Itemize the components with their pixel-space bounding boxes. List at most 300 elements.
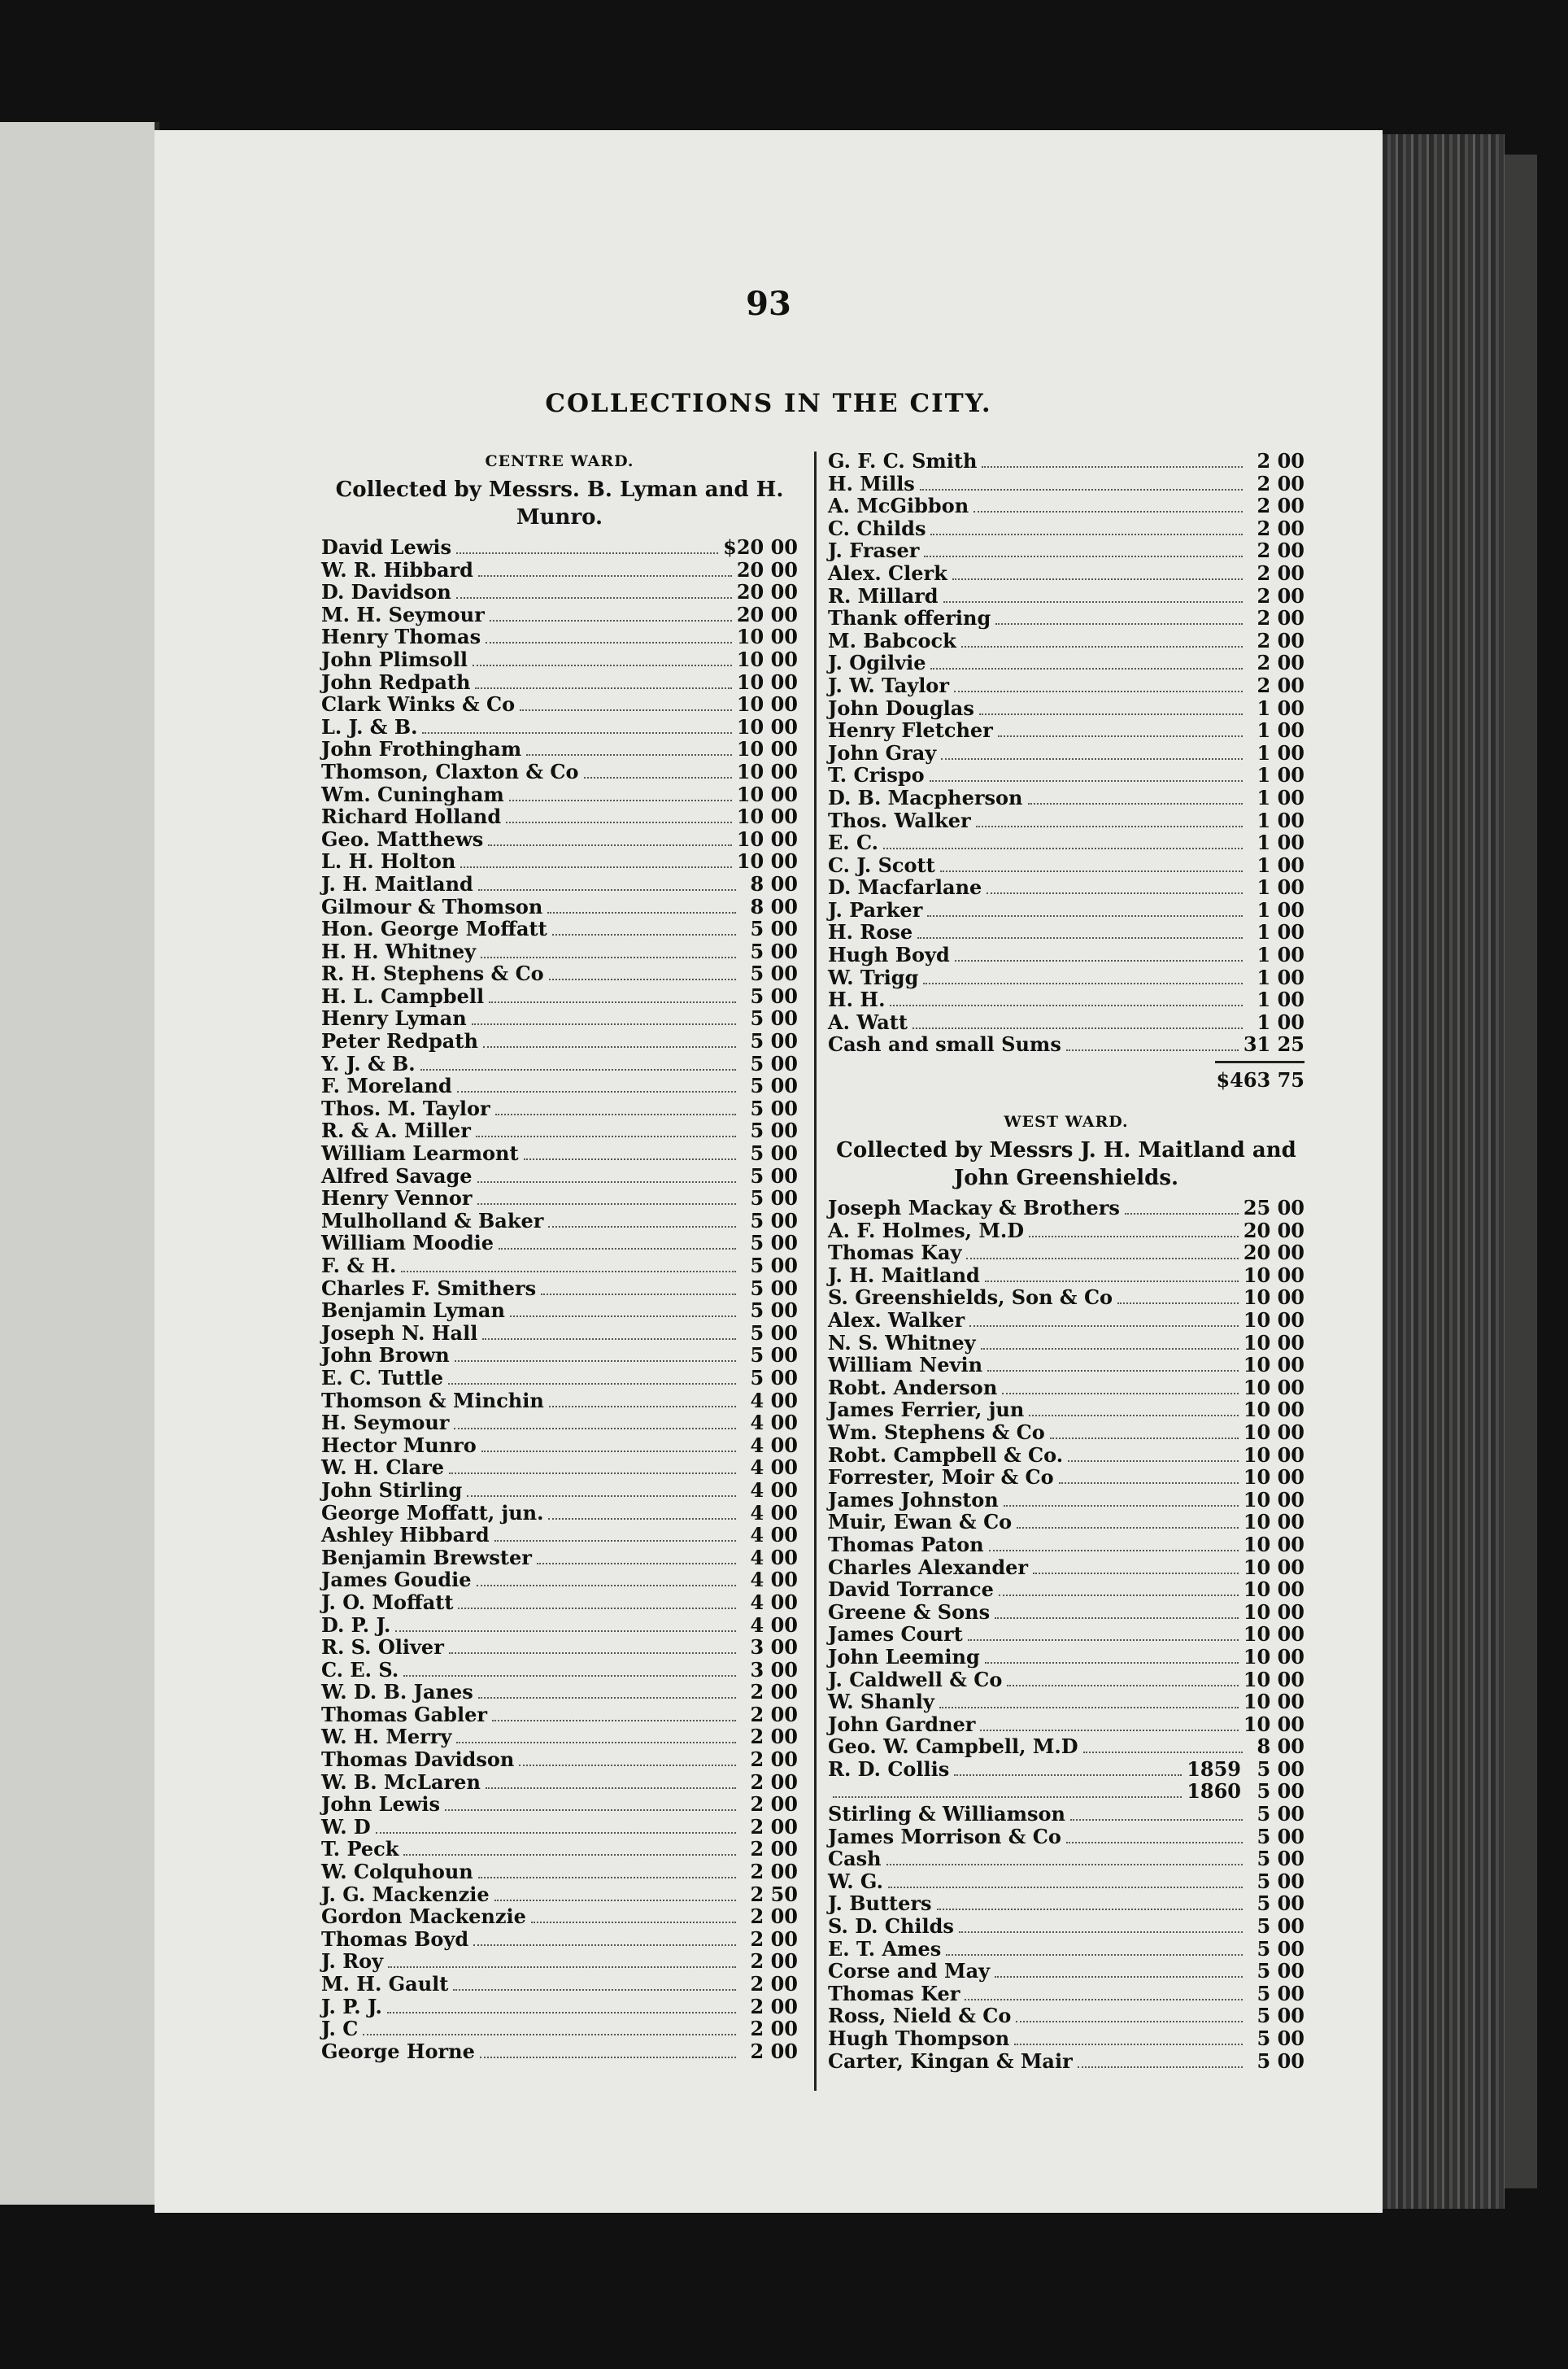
dot-leader	[454, 1428, 736, 1429]
dot-leader	[982, 466, 1243, 468]
contributor-name: Ashley Hibbard	[321, 1523, 490, 1547]
centre-ward-row	[321, 1411, 798, 1434]
contribution-amount: 1 00	[1257, 875, 1304, 900]
contribution-amount: 5 00	[750, 1051, 798, 1075]
dot-leader	[477, 1181, 736, 1183]
centre-ward-row	[321, 1748, 798, 1771]
dot-leader	[445, 1809, 736, 1811]
contributor-name: J. H. Maitland	[828, 1263, 980, 1287]
dot-leader	[387, 2012, 736, 2013]
dot-leader	[456, 597, 732, 599]
dot-leader	[941, 758, 1243, 760]
west-ward-row	[828, 2005, 1304, 2027]
contributor-name: William Learmont	[321, 1141, 519, 1166]
contributor-name: R. & A. Miller	[321, 1119, 471, 1143]
west-ward-row	[828, 2027, 1304, 2050]
dot-leader	[453, 1989, 736, 1991]
centre-ward-row	[321, 1659, 798, 1682]
dot-leader	[486, 1787, 736, 1789]
centre-ward-heading: CENTRE WARD.	[485, 452, 634, 470]
dot-leader	[472, 1023, 736, 1025]
contributor-name: D. Davidson	[321, 580, 451, 604]
contributor-name: Thank offering	[828, 606, 991, 630]
contributor-name: J. H. Maitland	[321, 871, 473, 896]
contribution-amount: 4 00	[750, 1612, 798, 1637]
centre-ward-row	[828, 630, 1304, 652]
contributor-name: Hector Munro	[321, 1433, 477, 1457]
contributor-name: Thomas Paton	[828, 1532, 984, 1556]
west-ward-row	[828, 1556, 1304, 1579]
centre-ward-row	[828, 876, 1304, 899]
contributor-name: John Plimsoll	[321, 647, 468, 671]
contribution-amount: 5 00	[750, 1119, 798, 1143]
contribution-amount: 10 00	[1243, 1690, 1304, 1714]
contribution-amount: 5 00	[750, 1276, 798, 1300]
contributor-name: Carter, Kingan & Mair	[828, 2048, 1073, 2073]
centre-ward-row	[321, 1119, 798, 1142]
dot-leader	[473, 1944, 736, 1946]
centre-ward-row	[828, 539, 1304, 562]
centre-ward-row	[321, 1254, 798, 1277]
contribution-amount: 5 00	[750, 939, 798, 963]
contributor-name: Hon. George Moffatt	[321, 917, 547, 941]
centre-ward-row	[321, 1771, 798, 1794]
contributor-name: James Morrison & Co	[828, 1824, 1061, 1848]
contribution-amount: 10 00	[736, 759, 798, 783]
contribution-amount: 31 25	[1243, 1032, 1304, 1057]
contribution-amount: 8 00	[1257, 1734, 1304, 1759]
contributor-name: Hugh Boyd	[828, 943, 950, 967]
contributor-name: Gordon Mackenzie	[321, 1904, 526, 1929]
west-ward-heading: WEST WARD.	[1004, 1113, 1129, 1132]
contribution-amount: 2 00	[1257, 606, 1304, 630]
centre-ward-row	[828, 473, 1304, 495]
contributor-name: John Leeming	[828, 1644, 980, 1669]
contributor-name: Thomas Gabler	[321, 1702, 487, 1726]
dot-leader	[488, 844, 732, 846]
contributor-name: John Frothingham	[321, 737, 522, 761]
contributor-name: D. Macfarlane	[828, 875, 982, 900]
contribution-amount: 2 00	[1257, 628, 1304, 652]
centre-ward-row	[321, 896, 798, 918]
contribution-amount: 2 00	[750, 1837, 798, 1861]
contribution-year: 1859	[1187, 1756, 1241, 1781]
centre-ward-row	[321, 1322, 798, 1345]
contribution-amount: 5 00	[750, 1163, 798, 1188]
contribution-amount: 5 00	[750, 1074, 798, 1098]
west-ward-row	[828, 1332, 1304, 1355]
dot-leader	[481, 957, 736, 958]
centre-ward-row	[321, 1568, 798, 1591]
dot-leader	[1017, 1527, 1239, 1529]
centre-ward-row	[828, 652, 1304, 674]
contributor-name: H. Mills	[828, 471, 915, 495]
centre-ward-row	[321, 1097, 798, 1120]
contribution-amount: 1 00	[1257, 897, 1304, 922]
contributor-name: John Stirling	[321, 1477, 463, 1502]
contribution-amount: 1 00	[1257, 718, 1304, 743]
contributor-name: Cash and small Sums	[828, 1032, 1061, 1057]
previous-page-edge	[0, 122, 159, 2205]
dot-leader	[979, 713, 1243, 715]
dot-leader	[448, 1383, 736, 1385]
dot-leader	[403, 1854, 736, 1856]
dot-leader	[1070, 1819, 1243, 1821]
contribution-amount: 1 00	[1257, 988, 1304, 1012]
west-ward-row	[828, 1309, 1304, 1332]
dot-leader	[961, 646, 1243, 648]
contribution-amount: 1 00	[1257, 740, 1304, 765]
dot-leader	[473, 665, 732, 666]
page-stack-edge	[1383, 134, 1505, 2209]
contributor-name: R. S. Oliver	[321, 1635, 444, 1660]
contribution-amount: 2 00	[750, 1792, 798, 1817]
contributor-name: Thomas Kay	[828, 1241, 962, 1265]
dot-leader	[420, 1069, 736, 1071]
contribution-amount: 2 00	[750, 1994, 798, 2018]
contributor-name: John Lewis	[321, 1792, 441, 1817]
contributor-name: N. S. Whitney	[828, 1330, 976, 1355]
contribution-amount: 5 00	[750, 1006, 798, 1031]
dot-leader	[888, 1887, 1243, 1888]
centre-ward-collectors: Collected by Messrs. B. Lyman and H. Munro.	[335, 478, 784, 530]
contributor-name: W. G.	[828, 1869, 883, 1893]
centre-ward-row	[828, 854, 1304, 877]
centre-ward-row	[321, 873, 798, 896]
contributor-name: R. H. Stephens & Co	[321, 962, 544, 986]
contributor-name: R. D. Collis	[828, 1756, 950, 1781]
right-column	[828, 450, 1304, 2072]
contributor-name: E. T. Ames	[828, 1936, 942, 1961]
dot-leader	[486, 642, 732, 644]
contribution-amount: 5 00	[1257, 1779, 1304, 1804]
contributor-name: J. O. Moffatt	[321, 1590, 454, 1614]
dot-leader	[930, 534, 1243, 535]
contributor-name: W. D	[321, 1814, 371, 1839]
contribution-amount: 10 00	[736, 849, 798, 874]
contributor-name: Gilmour & Thomson	[321, 894, 543, 918]
contributor-name: George Horne	[321, 2039, 475, 2063]
contribution-amount: 4 00	[750, 1411, 798, 1435]
contribution-amount: 5 00	[1257, 2004, 1304, 2028]
west-ward-row	[828, 1870, 1304, 1893]
contribution-amount: 1 00	[1257, 831, 1304, 855]
centre-ward-row	[321, 805, 798, 828]
west-ward-row	[828, 1848, 1304, 1870]
dot-leader	[1066, 1049, 1239, 1051]
contribution-amount: 2 00	[750, 1814, 798, 1839]
west-ward-row	[828, 1354, 1304, 1376]
contribution-amount: 5 00	[1257, 1756, 1304, 1781]
contribution-amount: 10 00	[1243, 1442, 1304, 1467]
dot-leader	[1125, 1213, 1239, 1215]
contributor-name: M. H. Gault	[321, 1972, 449, 1996]
contributor-name: W. H. Merry	[321, 1725, 452, 1749]
dot-leader	[519, 1765, 736, 1766]
contributor-name: W. B. McLaren	[321, 1769, 481, 1794]
contributor-name: John Redpath	[321, 670, 471, 694]
contribution-amount: 4 00	[750, 1545, 798, 1569]
dot-leader	[490, 620, 732, 622]
dot-leader	[548, 1226, 736, 1228]
contributor-name: G. F. C. Smith	[828, 449, 978, 473]
contributor-name: W. Colquhoun	[321, 1860, 473, 1884]
contributor-name: Geo. Matthews	[321, 827, 484, 851]
dot-leader	[541, 1294, 736, 1295]
dot-leader	[478, 575, 732, 577]
contributor-name: David Lewis	[321, 535, 451, 559]
contributor-name: Ross, Nield & Co	[828, 2004, 1012, 2028]
west-ward-row	[828, 1960, 1304, 1983]
contributor-name: W. H. Clare	[321, 1455, 444, 1480]
contributor-name: Joseph N. Hall	[321, 1320, 478, 1345]
contribution-amount: 10 00	[736, 647, 798, 671]
contribution-amount: 10 00	[736, 714, 798, 739]
centre-ward-row	[321, 1299, 798, 1322]
contribution-amount: 20 00	[736, 580, 798, 604]
centre-ward-row	[321, 1277, 798, 1300]
contribution-amount: 5 00	[1257, 1802, 1304, 1826]
dot-leader	[363, 2034, 736, 2035]
west-ward-row	[828, 1219, 1304, 1242]
centre-ward-row	[321, 1996, 798, 2018]
centre-ward-row	[321, 536, 798, 559]
contributor-name: H. H.	[828, 988, 886, 1012]
contributor-name: Robt. Campbell & Co.	[828, 1442, 1064, 1467]
dot-leader	[1029, 1236, 1239, 1237]
contributor-name: J. W. Taylor	[828, 673, 949, 697]
dot-leader	[924, 556, 1243, 557]
contribution-amount: 10 00	[1243, 1398, 1304, 1422]
dot-leader	[969, 1325, 1239, 1327]
west-ward-row	[828, 1735, 1304, 1758]
dot-leader	[506, 822, 732, 823]
west-ward-row	[828, 1197, 1304, 1219]
contributor-name: Wm. Stephens & Co	[828, 1420, 1045, 1444]
centre-ward-row	[321, 1524, 798, 1547]
page-number: 93	[746, 285, 791, 323]
contributor-name: Mulholland & Baker	[321, 1208, 544, 1232]
centre-ward-row	[321, 828, 798, 851]
contribution-amount: 5 00	[750, 1096, 798, 1120]
contribution-amount: 10 00	[1243, 1465, 1304, 1490]
dot-leader	[478, 889, 736, 891]
dot-leader	[492, 1720, 736, 1721]
centre-ward-row	[321, 2018, 798, 2040]
contributor-name: John Gardner	[828, 1712, 976, 1736]
contributor-name: M. Babcock	[828, 628, 956, 652]
contribution-amount: 10 00	[736, 782, 798, 806]
contributor-name: Richard Holland	[321, 805, 502, 829]
centre-ward-row	[321, 1838, 798, 1861]
centre-ward-row	[828, 1033, 1304, 1056]
contributor-name: James Johnston	[828, 1487, 999, 1512]
dot-leader	[968, 1639, 1239, 1641]
dot-leader	[489, 1001, 736, 1003]
centre-ward-row	[828, 809, 1304, 832]
centre-ward-row	[828, 719, 1304, 742]
contribution-amount: 5 00	[1257, 1847, 1304, 1871]
dot-leader	[985, 1662, 1239, 1664]
west-ward-row	[828, 1489, 1304, 1512]
dot-leader	[955, 960, 1243, 962]
contributor-name: A. Watt	[828, 1010, 908, 1034]
contribution-amount: 1 00	[1257, 920, 1304, 945]
dot-leader	[1078, 2066, 1243, 2068]
dot-leader	[890, 1005, 1243, 1006]
contribution-amount: 4 00	[750, 1433, 798, 1457]
west-ward-row	[828, 1938, 1304, 1961]
centre-ward-row	[321, 1614, 798, 1637]
centre-ward-row	[828, 450, 1304, 473]
centre-ward-row	[321, 962, 798, 985]
contributor-name: J. P. J.	[321, 1994, 382, 2018]
dot-leader	[403, 1675, 736, 1677]
contribution-amount: 10 00	[1243, 1599, 1304, 1624]
contribution-amount: 2 00	[1257, 516, 1304, 540]
centre-ward-row	[321, 1142, 798, 1165]
centre-ward-row	[828, 562, 1304, 585]
centre-ward-row	[321, 918, 798, 940]
contributor-name: Y. J. & B.	[321, 1051, 416, 1075]
contribution-amount: 1 00	[1257, 785, 1304, 809]
dot-leader	[995, 1617, 1239, 1619]
contributor-name: M. H. Seymour	[321, 602, 485, 626]
centre-ward-row	[321, 1591, 798, 1614]
west-ward-row	[828, 1646, 1304, 1669]
contributor-name: J. Roy	[321, 1949, 384, 1974]
dot-leader	[980, 1730, 1238, 1731]
dot-leader	[981, 1348, 1239, 1350]
centre-ward-row	[321, 559, 798, 582]
centre-ward-row	[321, 1210, 798, 1232]
dot-leader	[1117, 1302, 1239, 1304]
west-ward-row	[828, 1803, 1304, 1826]
centre-ward-row	[828, 607, 1304, 630]
contribution-amount: 5 00	[750, 1320, 798, 1345]
contribution-amount: 10 00	[1243, 1532, 1304, 1556]
dot-leader	[520, 709, 732, 711]
contribution-amount: 4 00	[750, 1523, 798, 1547]
dot-leader	[376, 1832, 736, 1834]
centre-ward-row	[321, 1053, 798, 1075]
centre-ward-row	[321, 940, 798, 963]
contribution-amount: 20 00	[736, 602, 798, 626]
contribution-amount: 10 00	[1243, 1644, 1304, 1669]
contributor-name: Alex. Walker	[828, 1308, 965, 1332]
dot-leader	[940, 870, 1243, 872]
dot-leader	[494, 1540, 736, 1542]
contribution-amount: 20 00	[1243, 1218, 1304, 1242]
dot-leader	[1029, 1415, 1239, 1416]
dot-leader	[1050, 1438, 1239, 1439]
dot-leader	[526, 754, 732, 756]
contribution-amount: 5 00	[750, 917, 798, 941]
contributor-name: Thos. M. Taylor	[321, 1096, 490, 1120]
contribution-amount: 10 00	[1243, 1285, 1304, 1310]
dot-leader	[1083, 1752, 1243, 1753]
dot-leader	[995, 1976, 1243, 1978]
contributor-name: W. Trigg	[828, 965, 919, 989]
dot-leader	[954, 1774, 1182, 1776]
contribution-amount: 2 00	[750, 1904, 798, 1929]
contributor-name: Alfred Savage	[321, 1163, 473, 1188]
contribution-amount: 5 00	[750, 1141, 798, 1166]
west-ward-row	[828, 1264, 1304, 1287]
contributor-name: Henry Thomas	[321, 625, 481, 649]
dot-leader	[999, 1595, 1239, 1596]
contribution-amount: 10 00	[736, 692, 798, 717]
contribution-amount: 5 00	[1257, 1936, 1304, 1961]
contribution-amount: 5 00	[1257, 1824, 1304, 1848]
centre-ward-row	[321, 1973, 798, 1996]
contributor-name: Charles Alexander	[828, 1555, 1029, 1579]
contribution-amount: 20 00	[1243, 1241, 1304, 1265]
centre-ward-row	[321, 1479, 798, 1502]
dot-leader	[457, 1091, 736, 1093]
contribution-amount: 2 00	[1257, 471, 1304, 495]
dot-leader	[478, 1697, 736, 1699]
centre-ward-row	[321, 626, 798, 648]
contributor-name: Forrester, Moir & Co	[828, 1465, 1054, 1490]
west-ward-row	[828, 1623, 1304, 1646]
dot-leader	[524, 1158, 736, 1160]
contribution-amount: 2 00	[1257, 673, 1304, 697]
contributor-name: Cash	[828, 1847, 882, 1871]
centre-ward-row	[321, 1502, 798, 1525]
centre-ward-row	[321, 1704, 798, 1726]
dot-leader	[985, 1280, 1239, 1282]
centre-ward-row	[828, 1011, 1304, 1034]
centre-ward-continued-list	[828, 450, 1304, 1056]
centre-ward-row	[828, 831, 1304, 854]
contributor-name: James Ferrier, jun	[828, 1398, 1025, 1422]
centre-ward-row	[321, 1165, 798, 1188]
contribution-amount: 4 00	[750, 1388, 798, 1412]
centre-ward-row	[321, 738, 798, 761]
contributor-name: William Nevin	[828, 1353, 983, 1377]
dot-leader	[923, 983, 1243, 984]
contributor-name: John Douglas	[828, 696, 974, 720]
west-ward-row	[828, 1892, 1304, 1915]
contributor-name: J. Parker	[828, 897, 923, 922]
contribution-amount: 5 00	[750, 1298, 798, 1323]
centre-ward-row	[321, 1861, 798, 1883]
dot-leader	[547, 912, 736, 914]
centre-ward-row	[828, 495, 1304, 517]
left-column	[321, 450, 798, 2062]
contribution-amount: 2 00	[750, 1926, 798, 1951]
centre-ward-row	[321, 1905, 798, 1928]
contributor-name: H. H. Whitney	[321, 939, 477, 963]
contributor-name: James Court	[828, 1622, 963, 1647]
west-ward-collectors: Collected by Messrs J. H. Maitland and John Greenshields.	[836, 1138, 1296, 1191]
dot-leader	[478, 1877, 736, 1878]
contributor-name: C. J. Scott	[828, 853, 935, 877]
west-ward-row	[828, 1983, 1304, 2005]
contribution-amount: 4 00	[750, 1500, 798, 1525]
dot-leader	[482, 1338, 736, 1340]
contribution-amount: 5 00	[1257, 2048, 1304, 2073]
centre-ward-row	[321, 1007, 798, 1030]
dot-leader	[976, 826, 1243, 827]
contributor-name: F. & H.	[321, 1254, 397, 1277]
contributor-name: J. Fraser	[828, 539, 920, 563]
contributor-name: J. Butters	[828, 1891, 932, 1916]
centre-ward-row	[321, 2040, 798, 2063]
contribution-amount: 10 00	[1243, 1510, 1304, 1534]
contribution-amount: 5 00	[1257, 2027, 1304, 2050]
